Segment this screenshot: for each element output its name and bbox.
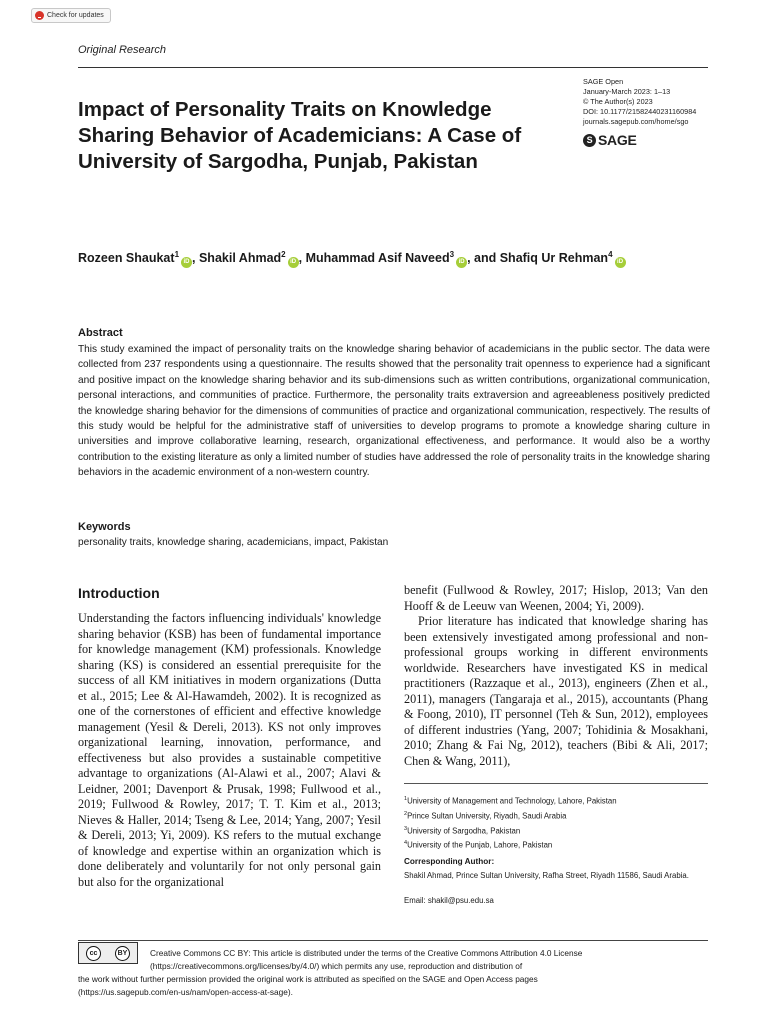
introduction-heading: Introduction: [78, 585, 160, 601]
keywords-heading: Keywords: [78, 521, 131, 533]
open-access-link[interactable]: (https://us.sagepub.com/en-us/nam/open-access-at-sage).: [78, 987, 293, 997]
affiliation-item: [404, 808, 708, 823]
sage-logo-text: SAGE: [598, 132, 637, 148]
journal-url-link[interactable]: journals.sagepub.com/home/sgo: [583, 117, 689, 126]
affiliation-item: [404, 837, 708, 852]
affiliation-text: University of the Punjab, Lahore, Pakistan: [407, 840, 553, 850]
license-url-link[interactable]: (https://creativecommons.org/licenses/by/4.0/) which permits any use, reproduction and distribution of: [150, 961, 523, 971]
author-separator: ,: [192, 251, 199, 266]
introduction-column-left: Understanding the factors influencing individuals' knowledge sharing behavior (KSB) has been of fundamental importance for knowledge management (KM) professionals. Knowledge sharing (KS) is considered an essential prerequisite for the success of all KM initiatives in modern organizations (Dutta et al., 2015; Lee & Al-Hawamdeh, 2002). It is recognized as one of the cornerstones of efficient and effective knowledge management (Yesil & Dereli, 2013). KS not only improves organizational learning, innovation, performance, and effectiveness but also provides a sustainable competitive advantage to organizations (Al-Alawi et al., 2007; Alavi & Leidner, 2001; Davenport & Prusak, 1998; Fullwood et al., 2019; Fullwood & Rowley, 2017; T. T. Kim et al., 2013; Nieves & Haller, 2014; Tseng & Lee, 2014; Yang, 2007; Yesil & Dereli, 2013; Yi, 2009). KS refers to the mutual exchange of knowledge and expertise within an organization which is done deliberately and voluntarily for not only personal gain but also for the organizational: [78, 611, 381, 889]
affiliation-marker: 2: [404, 810, 408, 817]
affiliation-marker: 1: [404, 796, 408, 802]
affiliation-text: University of Sargodha, Pakistan: [407, 826, 521, 836]
corresponding-author-heading: Corresponding Author:: [404, 857, 495, 866]
update-check-icon: [35, 11, 44, 20]
author-name: Shakil Ahmad: [198, 251, 282, 266]
author-affiliation-marker: 3: [449, 250, 455, 259]
affiliation-item: [404, 793, 708, 808]
affiliation-marker: 4: [404, 840, 408, 847]
doi-link[interactable]: DOI: 10.1177/21582440231160984: [583, 107, 697, 116]
journal-issue: January-March 2023: 1–13: [583, 87, 671, 96]
check-for-updates-label: Check for updates: [47, 12, 104, 19]
body-paragraph: Prior literature has indicated that knowledge sharing has been extensively investigated among professional and non-professional groups working in different environments worldwide. Researchers have investigated KS in medical practitioners (Razzaque et al., 2013), engineers (Zhen et al., 2011), managers (Tangaraja et al., 2015), accountants (Phang & Foong, 2010), IT personnel (Teh & Sun, 2012), employees of different industries (Yang, 2007; Tohidinia & Mosakhani, 2010; Zhang & Fai Ng, 2012), teachers (Bibi & Ali, 2017; Chen & Wang, 2011),: [404, 614, 708, 768]
body-paragraph: benefit (Fullwood & Rowley, 2017; Hislop, 2013; Van den Hooff & de Leeuw van Weenen, 2004; Yi, 2009).: [404, 583, 708, 613]
affiliation-text: University of Management and Technology, Lahore, Pakistan: [407, 796, 617, 806]
journal-info: [583, 77, 696, 127]
author-list: [78, 245, 718, 268]
copyright-line: © The Author(s) 2023: [583, 97, 653, 106]
author-affiliation-marker: 2: [281, 250, 286, 259]
orcid-icon[interactable]: iD: [615, 257, 626, 268]
sage-logo: [583, 132, 636, 148]
license-text: Creative Commons CC BY: This article is distributed under the terms of the Creative Commons Attribution 4.0 License: [150, 948, 583, 958]
cc-by-license-badge[interactable]: [78, 942, 138, 964]
journal-name: SAGE Open: [583, 77, 624, 86]
license-text: the work without further permission provided the original work is attributed as specified on the SAGE and Open Access pages: [78, 974, 538, 984]
article-type-label: Original Research: [78, 44, 167, 56]
orcid-icon[interactable]: iD: [181, 257, 192, 268]
author-separator: , and: [467, 251, 500, 266]
introduction-column-right: [404, 583, 708, 769]
affiliation-list: [404, 793, 708, 852]
abstract-text: This study examined the impact of personality traits on the knowledge sharing behavior of academicians in the public sector. The data were collected from 237 respondents using a questionnaire. The results showed that the personality trait openness to experience had a significant and positive impact on the knowledge sharing behavior and its sub-dimensions such as written contributions, organizational communication, personal interactions, and communities of practice. Furthermore, the personality traits extraversion and agreeableness positively predicted the knowledge sharing behavior for the dimensions of communities of practice and organizational communication, respectively. The results of this study would be helpful for the administrative staff of universities to develop programs to promote a knowledge sharing culture in universities and improve collaborative learning, research, organizational effectiveness, and performance. It would also be a worthy contribution to the existing literature as only a limited number of studies have addressed the role of personality traits in the knowledge sharing behaviors in the academic environment of a non-western country.: [78, 344, 710, 479]
check-for-updates-badge[interactable]: [31, 8, 111, 23]
affiliation-text: Prince Sultan University, Riyadh, Saudi Arabia: [407, 811, 567, 821]
affiliation-item: [404, 823, 708, 838]
affiliation-marker: 3: [404, 825, 408, 832]
author-name: Rozeen Shaukat: [78, 251, 175, 266]
author-name: Muhammad Asif Naveed: [305, 251, 450, 266]
author-affiliation-marker: 1: [174, 250, 180, 259]
attribution-icon: BY: [115, 946, 130, 961]
header-divider: [78, 67, 708, 68]
sage-logo-icon: S: [583, 134, 596, 147]
keywords-text: personality traits, knowledge sharing, academicians, impact, Pakistan: [78, 537, 389, 548]
article-title: Impact of Personality Traits on Knowledge Sharing Behavior of Academicians: A Case of University of Sargodha, Punjab, Pakistan: [78, 98, 522, 173]
author-separator: ,: [298, 251, 306, 266]
footnote-divider: [404, 783, 708, 784]
creative-commons-icon: cc: [86, 946, 101, 961]
corresponding-author-address: Shakil Ahmad, Prince Sultan University, Rafha Street, Riyadh 11586, Saudi Arabia.: [404, 871, 689, 880]
corresponding-author-email[interactable]: Email: shakil@psu.edu.sa: [404, 896, 494, 905]
author-affiliation-marker: 4: [608, 250, 613, 259]
orcid-icon[interactable]: iD: [456, 257, 467, 268]
abstract-heading: Abstract: [78, 327, 123, 339]
license-divider: [78, 940, 708, 941]
orcid-icon[interactable]: iD: [288, 257, 299, 268]
author-name: Shafiq Ur Rehman: [499, 251, 609, 266]
